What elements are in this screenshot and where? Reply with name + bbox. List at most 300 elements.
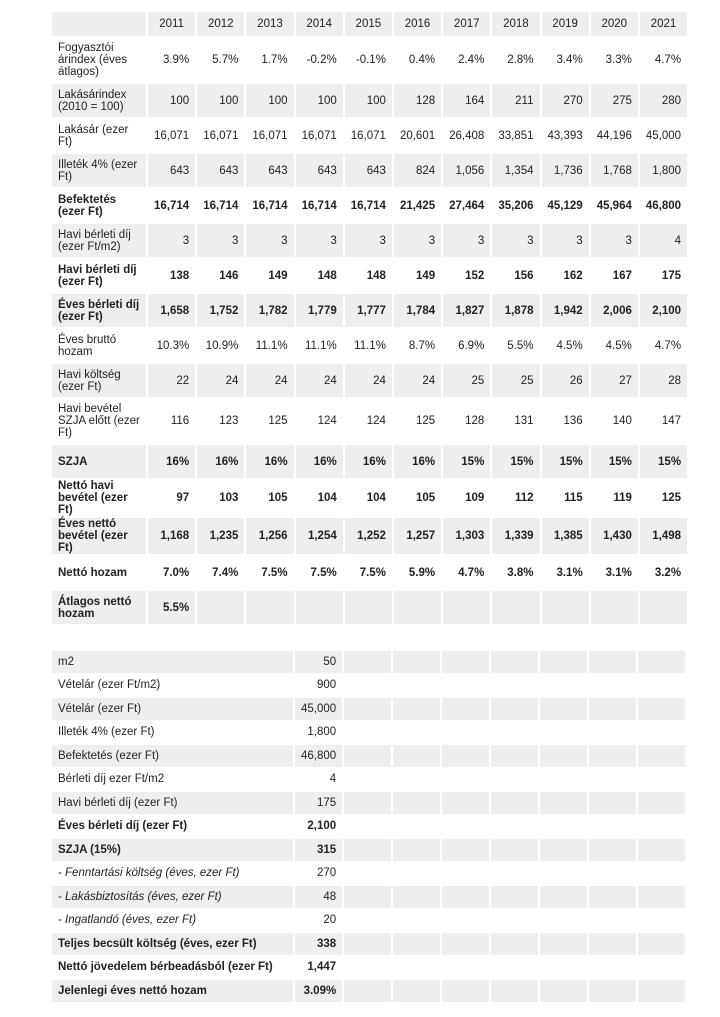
value-cell [492, 591, 539, 624]
value-cell: 5.5% [507, 339, 534, 352]
calc-value: 45,000 [295, 698, 342, 720]
empty-cell [540, 651, 587, 673]
value-cell: 8.7% [408, 339, 436, 352]
value-cell: -0.2% [306, 54, 337, 66]
empty-cell [638, 839, 685, 861]
calc-label: Illeték 4% (ezer Ft) [58, 726, 155, 739]
value-cell: 1,235 [197, 518, 244, 554]
value-cell: 112 [514, 492, 534, 504]
empty-cell [393, 792, 440, 814]
value-cell: 24 [394, 364, 441, 397]
value-cell: 24 [246, 364, 293, 397]
value-cell: 16,071 [252, 129, 288, 142]
value-cell: 15% [542, 445, 589, 478]
yearly-yield-table [50, 10, 689, 626]
empty-cell [540, 910, 587, 932]
value-cell: 3.4% [556, 54, 583, 66]
empty-cell [393, 933, 440, 955]
value-cell: 16% [394, 445, 441, 478]
calc-label: m2 [52, 651, 293, 673]
empty-cell [442, 698, 489, 720]
value-cell: 35,206 [498, 199, 534, 212]
empty-cell [491, 816, 538, 838]
calc-value: 46,800 [295, 745, 342, 767]
calc-row [52, 933, 685, 955]
value-cell: 2,006 [591, 294, 638, 327]
value-cell [246, 591, 293, 624]
value-cell: 11.1% [304, 339, 337, 352]
value-cell: 3.1% [556, 566, 583, 579]
row-label: Nettó hozam [58, 566, 127, 579]
empty-cell [491, 698, 538, 720]
empty-cell [442, 816, 489, 838]
value-cell: 124 [366, 415, 386, 427]
value-cell: 156 [514, 269, 534, 282]
value-cell: 24 [296, 364, 343, 397]
calc-value: 3.09% [295, 980, 342, 1002]
value-cell: 1,430 [591, 518, 638, 554]
empty-cell [589, 863, 636, 885]
value-cell: 21,425 [399, 199, 436, 212]
empty-cell [589, 816, 636, 838]
empty-cell [491, 886, 538, 908]
value-cell: 46,800 [645, 199, 682, 212]
value-cell: 3.2% [654, 566, 682, 579]
value-cell: 1,878 [492, 294, 539, 327]
calc-label: - Ingatlandó (éves, ezer Ft) [58, 914, 197, 927]
empty-cell [393, 886, 440, 908]
row-label: Havi bérleti díj (ezer Ft) [58, 263, 137, 288]
value-cell: 3.8% [507, 566, 534, 579]
value-cell: 16,071 [350, 129, 386, 142]
value-cell: 1,056 [443, 154, 490, 187]
value-cell: 128 [394, 84, 441, 117]
value-cell: 4.5% [605, 339, 632, 352]
year-header-cell: 2014 [296, 12, 343, 36]
value-cell: 3 [345, 224, 392, 257]
value-cell: 3 [492, 224, 539, 257]
value-cell: 1,777 [345, 294, 392, 327]
row-label: Lakásár (ezer Ft) [58, 123, 129, 148]
empty-cell [540, 933, 587, 955]
empty-cell [442, 980, 489, 1002]
empty-cell [638, 910, 685, 932]
empty-cell [491, 933, 538, 955]
value-cell: 27 [591, 364, 638, 397]
table-row [52, 84, 687, 117]
calc-value: 1,800 [307, 726, 337, 739]
table-row [52, 399, 687, 443]
row-label: Lakásárindex (2010 = 100) [52, 84, 146, 117]
value-cell: 105 [415, 492, 436, 504]
value-cell: 270 [542, 84, 589, 117]
row-label: Havi bevétel SZJA előtt (ezer Ft) [58, 403, 140, 439]
calc-value: 338 [295, 933, 342, 955]
value-cell: 125 [268, 415, 288, 427]
value-cell: 136 [563, 415, 583, 427]
value-cell: 167 [612, 269, 632, 282]
calc-row [52, 839, 685, 861]
empty-cell [638, 886, 685, 908]
year-header-cell: 2011 [148, 12, 195, 36]
value-cell: 140 [612, 415, 632, 427]
value-cell: 100 [296, 84, 343, 117]
value-cell: 100 [148, 84, 195, 117]
empty-cell [638, 957, 685, 979]
empty-cell [344, 745, 391, 767]
value-cell: 152 [465, 269, 485, 282]
empty-cell [442, 839, 489, 861]
calc-row [52, 769, 685, 791]
year-header-cell: 2017 [443, 12, 490, 36]
value-cell: 16% [345, 445, 392, 478]
value-cell: 1,354 [492, 154, 539, 187]
empty-cell [638, 675, 685, 697]
calc-row [52, 675, 685, 697]
value-cell: 643 [246, 154, 293, 187]
value-cell: 33,851 [498, 129, 534, 142]
empty-cell [344, 957, 391, 979]
empty-cell [442, 722, 489, 744]
empty-cell [540, 886, 587, 908]
value-cell: 24 [345, 364, 392, 397]
value-cell: 1,782 [246, 294, 293, 327]
calc-label: Éves bérleti díj (ezer Ft) [58, 820, 188, 833]
value-cell [197, 591, 244, 624]
value-cell: 1,736 [542, 154, 589, 187]
value-cell: 1,498 [640, 518, 687, 554]
value-cell: 1,942 [542, 294, 589, 327]
value-cell: 138 [170, 269, 190, 282]
empty-cell [393, 839, 440, 861]
value-cell: 22 [148, 364, 195, 397]
value-cell: 1,827 [443, 294, 490, 327]
year-header-cell: 2020 [591, 12, 638, 36]
value-cell: 116 [170, 415, 190, 427]
value-cell: 1,768 [591, 154, 638, 187]
value-cell: 15% [640, 445, 687, 478]
empty-cell [393, 863, 440, 885]
empty-cell [344, 839, 391, 861]
value-cell: 24 [197, 364, 244, 397]
value-cell: 16,071 [203, 129, 239, 142]
value-cell: 16,071 [301, 129, 337, 142]
calc-label: Bérleti díj ezer Ft/m2 [58, 773, 165, 786]
empty-cell [491, 792, 538, 814]
empty-cell [540, 698, 587, 720]
empty-cell [638, 745, 685, 767]
value-cell: 109 [465, 492, 485, 504]
empty-cell [540, 722, 587, 744]
calc-label: Havi bérleti díj (ezer Ft) [52, 792, 293, 814]
value-cell: 125 [661, 492, 682, 504]
empty-cell [589, 651, 636, 673]
row-label: Éves bruttó hozam [58, 333, 117, 358]
calc-label: - Fenntartási költség (éves, ezer Ft) [58, 867, 240, 880]
calc-row [52, 910, 685, 932]
empty-cell [442, 863, 489, 885]
calc-value: 4 [329, 773, 337, 786]
calc-value: 20 [323, 914, 337, 927]
table-row [52, 445, 687, 478]
empty-cell [442, 910, 489, 932]
empty-cell [491, 675, 538, 697]
value-cell: 1,168 [148, 518, 195, 554]
empty-cell [393, 769, 440, 791]
value-cell: 123 [219, 415, 239, 427]
value-cell [345, 591, 392, 624]
empty-cell [442, 651, 489, 673]
table-row [52, 364, 687, 397]
calc-value: 2,100 [307, 820, 337, 833]
empty-cell [344, 816, 391, 838]
value-cell: 16,071 [154, 129, 190, 142]
empty-cell [344, 722, 391, 744]
value-cell: 1,784 [394, 294, 441, 327]
value-cell: 10.9% [205, 339, 239, 352]
year-header-cell: 2015 [345, 12, 392, 36]
value-cell: 4.7% [654, 339, 682, 352]
empty-cell [344, 792, 391, 814]
value-cell: 103 [219, 492, 239, 504]
value-cell: 643 [148, 154, 195, 187]
value-cell: 5.9% [408, 566, 436, 579]
value-cell: 3.9% [162, 54, 190, 66]
empty-cell [442, 675, 489, 697]
year-header-cell: 2013 [246, 12, 293, 36]
value-cell: 3 [197, 224, 244, 257]
empty-cell [540, 745, 587, 767]
empty-cell [540, 863, 587, 885]
empty-cell [491, 722, 538, 744]
empty-cell [589, 980, 636, 1002]
empty-cell [589, 910, 636, 932]
calc-row [52, 980, 685, 1002]
value-cell: 28 [640, 364, 687, 397]
calc-value: 270 [317, 867, 337, 880]
empty-cell [589, 792, 636, 814]
value-cell: 105 [268, 492, 288, 504]
empty-cell [393, 722, 440, 744]
value-cell: 643 [197, 154, 244, 187]
year-header-cell: 2016 [394, 12, 441, 36]
value-cell: 1,257 [394, 518, 441, 554]
value-cell: 7.5% [359, 566, 386, 579]
empty-cell [393, 745, 440, 767]
value-cell: 11.1% [354, 339, 386, 352]
calc-value: 1,447 [307, 961, 337, 974]
value-cell: 16,714 [203, 199, 239, 212]
empty-cell [638, 698, 685, 720]
value-cell: 1,256 [246, 518, 293, 554]
year-header-row [52, 12, 687, 36]
value-cell: -0.1% [355, 54, 386, 66]
empty-cell [344, 651, 391, 673]
empty-cell [491, 863, 538, 885]
calc-label: - Lakásbiztosítás (éves, ezer Ft) [52, 886, 293, 908]
table-row [52, 329, 687, 362]
empty-cell [491, 910, 538, 932]
empty-cell [393, 675, 440, 697]
empty-cell [540, 957, 587, 979]
calc-label: SZJA (15%) [52, 839, 293, 861]
value-cell: 119 [613, 492, 632, 504]
value-cell: 3 [296, 224, 343, 257]
value-cell: 3 [443, 224, 490, 257]
header-corner-cell [52, 12, 146, 36]
empty-cell [589, 698, 636, 720]
value-cell: 2.8% [507, 54, 534, 66]
value-cell: 45,000 [645, 129, 682, 142]
empty-cell [344, 910, 391, 932]
value-cell: 115 [564, 492, 583, 504]
value-cell: 27,464 [449, 199, 485, 212]
empty-cell [442, 886, 489, 908]
value-cell: 100 [197, 84, 244, 117]
empty-cell [589, 722, 636, 744]
row-label: Nettó havi bevétel (ezer Ft) [58, 480, 128, 516]
value-cell: 4.7% [458, 566, 485, 579]
empty-cell [344, 886, 391, 908]
empty-cell [344, 980, 391, 1002]
empty-cell [393, 910, 440, 932]
value-cell: 16,714 [350, 199, 386, 212]
value-cell: 16% [197, 445, 244, 478]
empty-cell [344, 769, 391, 791]
value-cell: 16% [148, 445, 195, 478]
empty-cell [442, 957, 489, 979]
empty-cell [393, 651, 440, 673]
value-cell: 44,196 [596, 129, 632, 142]
year-header-cell: 2021 [640, 12, 687, 36]
empty-cell [589, 675, 636, 697]
empty-cell [344, 698, 391, 720]
calc-row [52, 863, 685, 885]
value-cell: 20,601 [399, 129, 436, 142]
value-cell: 104 [366, 492, 386, 504]
value-cell: 3 [246, 224, 293, 257]
empty-cell [540, 816, 587, 838]
row-label: Éves nettó bevétel (ezer Ft) [52, 518, 146, 554]
empty-cell [638, 792, 685, 814]
row-label: Havi költség (ezer Ft) [52, 364, 146, 397]
calc-row [52, 816, 685, 838]
calc-label: Nettó jövedelem bérbeadásból (ezer Ft) [58, 961, 273, 974]
value-cell: 7.5% [261, 566, 288, 579]
row-label: Átlagos nettó hozam [52, 591, 146, 624]
value-cell [542, 591, 589, 624]
value-cell: 7.0% [162, 566, 190, 579]
empty-cell [638, 863, 685, 885]
value-cell: 643 [296, 154, 343, 187]
value-cell: 26,408 [449, 129, 485, 142]
value-cell: 3 [394, 224, 441, 257]
calc-row [52, 792, 685, 814]
table-row [52, 480, 687, 516]
empty-cell [442, 792, 489, 814]
calc-row [52, 722, 685, 744]
value-cell: 164 [443, 84, 490, 117]
value-cell: 16,714 [154, 199, 190, 212]
table-row [52, 556, 687, 589]
empty-cell [442, 745, 489, 767]
value-cell: 4.5% [556, 339, 583, 352]
value-cell: 1,385 [542, 518, 589, 554]
calc-label: Jelenlegi éves nettó hozam [52, 980, 293, 1002]
value-cell: 5.7% [212, 54, 239, 66]
calc-label: Vételár (ezer Ft) [52, 698, 293, 720]
calc-row [52, 957, 685, 979]
empty-cell [589, 745, 636, 767]
value-cell: 4.7% [654, 54, 682, 66]
value-cell: 43,393 [547, 129, 583, 142]
table-row [52, 154, 687, 187]
empty-cell [638, 722, 685, 744]
value-cell: 16% [246, 445, 293, 478]
calc-row [52, 651, 685, 673]
value-cell: 1,658 [148, 294, 195, 327]
value-cell: 25 [443, 364, 490, 397]
value-cell: 128 [465, 415, 485, 427]
value-cell: 1,252 [345, 518, 392, 554]
row-label: Illeték 4% (ezer Ft) [52, 154, 146, 187]
value-cell: 16,714 [301, 199, 337, 212]
empty-cell [393, 980, 440, 1002]
empty-cell [540, 839, 587, 861]
empty-cell [638, 933, 685, 955]
empty-cell [638, 769, 685, 791]
value-cell: 100 [246, 84, 293, 117]
value-cell [443, 591, 490, 624]
row-label: Befektetés (ezer Ft) [58, 193, 117, 218]
table-row [52, 294, 687, 327]
empty-cell [393, 698, 440, 720]
value-cell: 10.3% [156, 339, 190, 352]
empty-cell [589, 886, 636, 908]
value-cell: 125 [415, 415, 436, 427]
value-cell: 97 [176, 492, 190, 504]
value-cell: 1,303 [443, 518, 490, 554]
value-cell: 3.3% [605, 54, 632, 66]
value-cell: 1,752 [197, 294, 244, 327]
value-cell: 45,964 [596, 199, 632, 212]
value-cell: 162 [563, 269, 583, 282]
table-row [52, 224, 687, 257]
table-row [52, 259, 687, 292]
value-cell: 275 [591, 84, 638, 117]
empty-cell [344, 863, 391, 885]
table-row [52, 518, 687, 554]
value-cell: 824 [394, 154, 441, 187]
empty-cell [491, 651, 538, 673]
value-cell: 148 [317, 269, 337, 282]
value-cell: 7.4% [212, 566, 239, 579]
value-cell: 3.1% [605, 566, 632, 579]
value-cell: 211 [492, 84, 539, 117]
empty-cell [491, 839, 538, 861]
calc-row [52, 745, 685, 767]
row-label: Éves bérleti díj (ezer Ft) [52, 294, 146, 327]
empty-cell [491, 980, 538, 1002]
value-cell [394, 591, 441, 624]
value-cell: 104 [317, 492, 337, 504]
value-cell: 149 [268, 269, 288, 282]
value-cell: 147 [661, 415, 682, 427]
empty-cell [540, 769, 587, 791]
value-cell: 124 [317, 415, 337, 427]
calc-label: Teljes becsült költség (éves, ezer Ft) [52, 933, 293, 955]
value-cell: 16,714 [252, 199, 288, 212]
